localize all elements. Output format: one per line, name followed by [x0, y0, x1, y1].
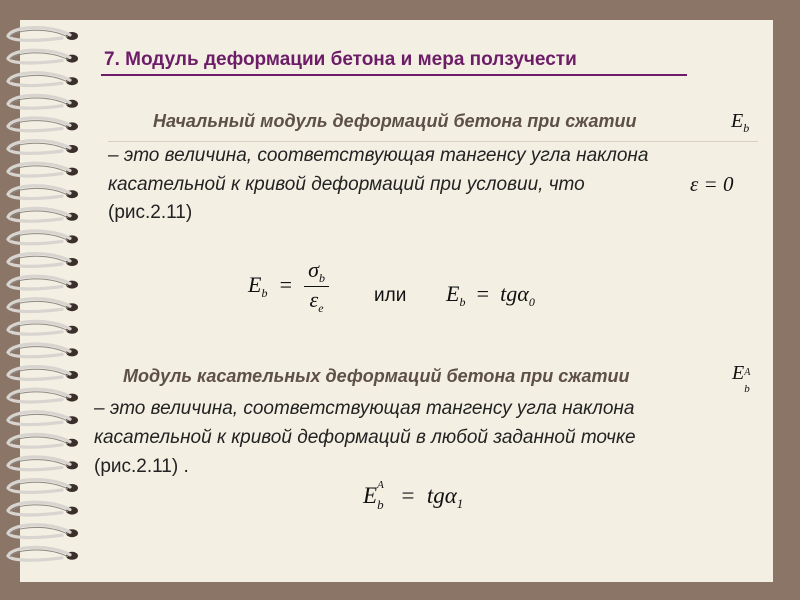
section1-line3: (рис.2.11) — [108, 202, 193, 223]
spiral-ring — [8, 434, 78, 447]
formula1-lhs: $E_b$ — [248, 272, 268, 301]
section1-condition: ε = 0 — [690, 172, 734, 196]
title-underline — [101, 74, 687, 76]
spiral-ring — [8, 141, 78, 154]
spiral-ring — [8, 231, 78, 244]
spiral-ring — [8, 95, 78, 108]
section2-line3: (рис.2.11) . — [94, 456, 189, 477]
spiral-ring — [8, 50, 78, 63]
spiral-ring — [8, 299, 78, 312]
section2-line2: касательной к кривой деформаций в любой заданной точке — [94, 427, 636, 448]
section1-heading: Начальный модуль деформаций бетона при сжатии — [153, 111, 637, 131]
section2-heading: Модуль касательных деформаций бетона при сжатии — [123, 366, 630, 386]
spiral-ring — [8, 525, 78, 538]
formula1-equals: = — [279, 272, 292, 298]
spiral-ring — [8, 457, 78, 470]
spiral-ring — [8, 344, 78, 357]
spiral-ring — [8, 389, 78, 402]
spiral-ring — [8, 118, 78, 131]
spiral-ring — [8, 367, 78, 380]
formula1 — [248, 257, 329, 316]
spiral-ring — [8, 321, 78, 334]
spiral-ring — [8, 254, 78, 267]
formula1-fraction: $\frac{\sigma_b}{\varepsilon_e}$ — [304, 257, 329, 316]
spiral-ring — [8, 502, 78, 515]
spiral-ring — [8, 412, 78, 425]
formula1-connector: или — [374, 285, 407, 306]
spiral-binding — [0, 0, 100, 600]
section1-line2: касательной к кривой деформаций при условии, что — [108, 174, 585, 195]
spiral-ring — [8, 547, 78, 560]
spiral-ring — [8, 208, 78, 221]
section1-symbol: $E_b$ — [731, 110, 750, 135]
section1-divider — [108, 141, 758, 142]
section2-line1: – это величина, соответствующая тангенсу угла наклона — [94, 398, 635, 419]
section1-line1: – это величина, соответствующая тангенсу угла наклона — [108, 145, 649, 166]
spiral-ring — [8, 276, 78, 289]
spiral-ring — [8, 73, 78, 86]
section2-symbol: E A b — [732, 362, 751, 395]
slide-title: 7. Модуль деформации бетона и мера ползучести — [104, 49, 577, 70]
spiral-ring — [8, 186, 78, 199]
formula1-rhs: $E_b = tg\alpha_0$ — [446, 281, 535, 309]
spiral-ring — [8, 28, 78, 41]
formula2: E A b = tgα$_1$ — [363, 479, 464, 512]
spiral-ring — [8, 163, 78, 176]
spiral-ring — [8, 480, 78, 493]
